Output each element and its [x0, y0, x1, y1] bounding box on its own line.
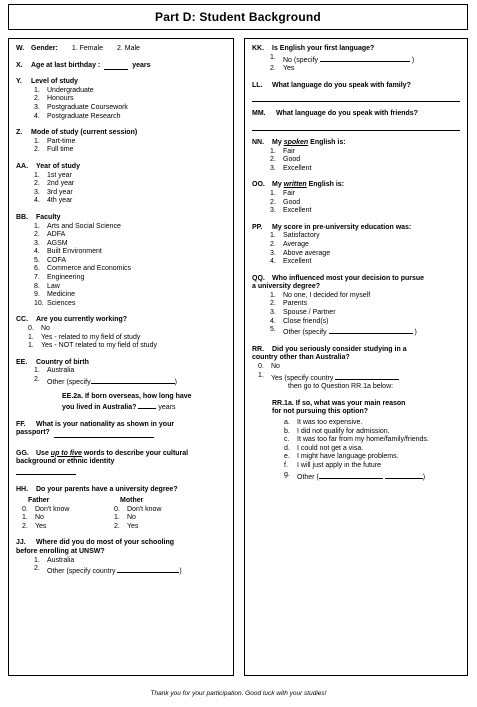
question-label: MM.	[252, 110, 266, 118]
option-item[interactable]	[34, 283, 226, 292]
option-number: 1.	[114, 514, 120, 522]
option-item[interactable]	[34, 274, 226, 283]
option-label: Parents	[283, 300, 308, 308]
option-number: 1.	[34, 222, 40, 230]
option-label: I will just apply in the future	[297, 461, 382, 469]
options-list	[270, 148, 460, 174]
option-item[interactable]	[34, 113, 226, 122]
option-label: I might have language problems.	[297, 453, 399, 461]
option-item[interactable]	[270, 156, 460, 165]
option-number: 1.	[270, 189, 276, 197]
question-text: Did you seriously consider studying in a	[272, 345, 407, 353]
option-number: 1.	[270, 232, 276, 240]
option-number: e.	[284, 453, 290, 461]
option-number: 2.	[34, 146, 40, 154]
question-text: Is English your first language?	[272, 45, 375, 52]
question-label: LL.	[252, 81, 263, 89]
option-item[interactable]: g. Other ( )	[284, 470, 426, 481]
option-item[interactable]	[34, 180, 226, 189]
option-label: Undergraduate	[47, 86, 94, 94]
option-number: b.	[284, 427, 290, 435]
question-label: JJ.	[16, 539, 26, 547]
question-x	[16, 62, 226, 71]
option-number: 1.	[34, 171, 40, 179]
option-label: Yes - NOT related to my field of study	[41, 342, 157, 350]
option-number: 1.	[28, 333, 34, 341]
option-item[interactable]	[270, 300, 460, 309]
question-label: HH.	[16, 486, 29, 494]
question-label: BB.	[16, 213, 29, 221]
option-item[interactable]	[34, 248, 226, 257]
option-number: 4.	[270, 258, 276, 266]
option-item[interactable]	[34, 223, 226, 232]
question-label: QQ.	[252, 274, 265, 282]
option-number: 8.	[34, 282, 40, 290]
option-item[interactable]	[270, 165, 460, 174]
question-y	[16, 78, 226, 121]
option-item[interactable]	[28, 342, 226, 351]
specify-line-2[interactable]	[385, 471, 423, 479]
option-label: Don't know	[127, 505, 162, 513]
option-label: Excellent	[283, 207, 312, 215]
option-number: 3.	[270, 309, 276, 317]
option-number: 4.	[270, 317, 276, 325]
options-list	[34, 223, 226, 309]
option-number: 3.	[270, 164, 276, 172]
option-number: 4.	[34, 197, 40, 205]
option-item[interactable]	[22, 514, 114, 523]
option-number: 0.	[22, 505, 28, 513]
option-item[interactable]	[22, 506, 114, 515]
option-label: Fair	[283, 189, 296, 197]
option-item[interactable]	[34, 95, 226, 104]
father-heading: Father	[28, 496, 50, 504]
subquestion-ee2a: EE.2a. If born overseas, how long have you lived in Australia? years	[62, 392, 192, 412]
option-number: 2.	[34, 231, 40, 239]
option-item[interactable]	[34, 87, 226, 96]
question-w	[16, 45, 226, 54]
option-number: 5.	[34, 256, 40, 264]
option-item[interactable]	[34, 257, 226, 266]
question-nn: NN. My spoken English is: 1. Fair 2. Good 3. Excellent	[252, 139, 460, 173]
question-aa	[16, 163, 226, 206]
question-label: Z.	[16, 129, 23, 137]
question-text: Country of birth	[36, 358, 89, 366]
question-text: Gender:	[31, 45, 58, 52]
option-label: 3rd year	[47, 188, 73, 196]
option-label: Average	[283, 240, 309, 248]
option-label: Honours	[47, 95, 74, 103]
option-number: 2.	[270, 198, 276, 206]
option-item[interactable]	[270, 199, 460, 208]
option-item[interactable]	[284, 445, 460, 454]
question-kk	[252, 45, 460, 74]
option-number: 6.	[34, 265, 40, 273]
option-label: 4th year	[47, 197, 73, 205]
option-number: 1.	[22, 514, 28, 522]
option-item[interactable]	[34, 265, 226, 274]
mother-heading: Mother	[120, 496, 144, 504]
option-item[interactable]	[34, 172, 226, 181]
option-number: 0.	[114, 505, 120, 513]
question-ll	[252, 82, 460, 103]
option-item[interactable]: 5. Other (specify )	[270, 326, 417, 337]
option-item[interactable]	[270, 318, 460, 327]
option-item[interactable]	[22, 523, 114, 532]
option-label: It was too expensive.	[297, 419, 363, 426]
option-label: No one, I decided for myself	[283, 291, 371, 299]
question-rr: RR. Did you seriously consider studying in a country other than Australia? 0. No 1. Yes (specify country then go to Question RR.1a below: RR.1a. If so, what was your main reason for not pursuing this option? a. It was too expensive. b. I did not qualify for admission. c. It was too far from my home/family/friends. d. I could not get a visa. e. I might have language problems. f. I will just apply in the future g. Other ( )	[252, 346, 460, 482]
option-item[interactable]	[34, 138, 226, 147]
option-number: d.	[284, 444, 290, 452]
option-number: 3.	[34, 239, 40, 247]
question-jj: JJ. Where did you do most of your schooling before enrolling at UNSW? 1. Australia 2. Other (specify country )	[16, 539, 226, 576]
question-label: GG.	[16, 449, 29, 457]
option-number: 10.	[34, 299, 44, 307]
option-item[interactable]	[270, 190, 460, 199]
question-label: EE.	[16, 358, 28, 366]
friends-language-input-line[interactable]	[252, 121, 460, 131]
specify-line[interactable]	[117, 565, 179, 573]
option-number: f.	[284, 461, 288, 469]
question-cc	[16, 316, 226, 350]
option-number: 1.	[270, 291, 276, 299]
question-text: Who influenced most your decision to pursue	[272, 274, 425, 282]
option-number: 2.	[270, 300, 276, 308]
option-item[interactable]	[34, 291, 226, 300]
question-ff: FF. What is your nationality as shown in your passport?	[16, 420, 175, 437]
option-item[interactable]: 1. No (specify )	[270, 53, 415, 64]
option-item[interactable]	[34, 189, 226, 198]
option-label: I did not qualify for admission.	[297, 427, 390, 435]
option-number: 4.	[34, 112, 40, 120]
option-label: It was too far from my home/family/friends.	[297, 436, 429, 444]
options-list	[34, 172, 226, 206]
footer-note: Thank you for your participation. Good luck with your studies!	[150, 690, 327, 697]
option-item[interactable]	[270, 250, 460, 259]
option-label: Good	[283, 198, 301, 206]
option-item[interactable]	[34, 146, 226, 155]
options-list	[270, 190, 460, 216]
option-label: Built Environment	[47, 248, 102, 256]
option-number: 1.	[28, 342, 34, 350]
question-qq: QQ. Who influenced most your decision to pursue a university degree? 1. No one, I decided for myself 2. Parents 3. Spouse / Partner 4. Close friend(s) 5. Other (specify )	[252, 275, 460, 338]
option-item[interactable]	[34, 197, 226, 206]
option-item[interactable]: 2. Yes	[270, 65, 295, 73]
option-item[interactable]	[270, 148, 460, 157]
question-label: Y.	[16, 78, 22, 86]
question-text: Level of study	[31, 78, 79, 86]
options-list	[34, 138, 226, 155]
option-number: 3.	[34, 103, 40, 111]
option-label: No	[35, 514, 44, 522]
option-label: Postgraduate Coursework	[47, 103, 128, 111]
option-number: a.	[284, 419, 290, 426]
specify-line[interactable]	[335, 372, 399, 380]
option-label: Don't know	[35, 505, 70, 513]
option-item[interactable]: 2. Other (specify )	[34, 376, 177, 386]
question-text: My score in pre-university education was:	[272, 223, 412, 231]
option-label: No	[127, 514, 136, 522]
option-label: Full time	[47, 146, 74, 154]
options-list	[270, 292, 460, 326]
option-label: No	[41, 325, 50, 333]
option-label: Yes	[35, 522, 47, 530]
gender-option-male[interactable]: 2. Male	[116, 45, 140, 52]
option-label: Postgraduate Research	[47, 112, 121, 120]
option-label: Sciences	[47, 299, 76, 307]
options-list	[34, 87, 226, 121]
option-number: 1.	[270, 147, 276, 155]
option-item[interactable]	[34, 300, 226, 309]
option-label: Spouse / Partner	[283, 309, 336, 317]
option-item[interactable]	[34, 104, 226, 113]
option-label: Excellent	[283, 164, 312, 172]
option-label: AGSM	[47, 239, 68, 247]
question-text: Age at last birthday :	[31, 61, 101, 69]
option-number: 2.	[270, 156, 276, 164]
nationality-input-line[interactable]	[54, 430, 154, 438]
option-label: Commerce and Economics	[47, 265, 132, 273]
option-number: 7.	[34, 274, 40, 282]
question-label: W.	[16, 45, 25, 52]
right-column	[244, 38, 468, 676]
option-item[interactable]: 2. Other (specify country )	[34, 565, 182, 576]
option-item[interactable]	[28, 325, 226, 334]
option-number: 2.	[114, 522, 120, 530]
question-ee	[16, 359, 226, 413]
options-list	[284, 419, 460, 471]
option-label: COFA	[47, 256, 67, 264]
option-label: 1st year	[47, 171, 72, 179]
option-number: 9.	[34, 291, 40, 299]
option-number: 3.	[34, 188, 40, 196]
option-number: 2.	[34, 95, 40, 103]
option-item[interactable]: 0. No	[258, 363, 280, 371]
specify-line[interactable]	[319, 471, 383, 479]
question-text: What language do you speak with friends?	[276, 110, 418, 118]
question-text: Mode of study (current session)	[31, 129, 138, 137]
mother-options	[114, 506, 206, 532]
option-label: Law	[47, 282, 60, 290]
question-text: What is your nationality as shown in your	[36, 420, 175, 428]
question-label: RR.	[252, 345, 265, 353]
question-text: Faculty	[36, 213, 61, 221]
option-number: c.	[284, 436, 290, 444]
option-number: 0.	[28, 325, 34, 333]
option-label: Close friend(s)	[283, 317, 329, 325]
question-label: CC.	[16, 316, 29, 324]
left-column	[8, 38, 234, 676]
ethnicity-input-line[interactable]	[16, 467, 76, 475]
age-suffix: years	[132, 61, 151, 69]
option-number: 2.	[270, 240, 276, 248]
question-mm	[252, 110, 460, 131]
option-item[interactable]	[270, 241, 460, 250]
options-list	[270, 232, 460, 266]
question-label: FF.	[16, 420, 26, 428]
age-input-line[interactable]	[104, 62, 128, 70]
question-gg: GG. Use up to five words to describe your cultural background or ethnic identity	[16, 450, 226, 479]
option-label: 2nd year	[47, 180, 75, 188]
question-text: Are you currently working?	[36, 316, 128, 324]
father-options	[22, 506, 114, 532]
options-list	[28, 325, 226, 351]
question-label: PP.	[252, 223, 263, 231]
option-item[interactable]	[114, 514, 206, 523]
subquestion-rr1a: RR.1a. If so, what was your main reason for not pursuing this option? a. It was too expensive. b. I did not qualify for admission. c. It was too far from my home/family/friends. d. I could not get a visa. e. I might have language problems. f. I will just apply in the future g. Other ( )	[272, 400, 460, 482]
option-number: 2.	[22, 522, 28, 530]
option-item[interactable]: 1. Australia	[34, 556, 75, 564]
option-label: Above average	[283, 249, 331, 257]
option-label: Excellent	[283, 258, 312, 266]
option-number: 1.	[34, 137, 40, 145]
option-label: Good	[283, 156, 301, 164]
option-number: 4.	[34, 248, 40, 256]
option-label: Satisfactory	[283, 232, 320, 240]
option-item[interactable]	[284, 419, 460, 428]
question-label: AA.	[16, 162, 29, 170]
question-pp	[252, 224, 460, 267]
option-label: Medicine	[47, 291, 76, 299]
gender-option-female[interactable]: 1. Female	[71, 45, 103, 52]
question-label: X.	[16, 61, 23, 69]
question-text: What language do you speak with family?	[272, 81, 411, 89]
question-text: Year of study	[36, 162, 80, 170]
family-language-input-line[interactable]	[252, 92, 460, 102]
option-item[interactable]	[270, 309, 460, 318]
question-text: Where did you do most of your schooling	[36, 539, 175, 547]
question-bb	[16, 214, 226, 309]
question-label: NN.	[252, 138, 265, 146]
option-item[interactable]	[284, 428, 460, 437]
question-z	[16, 129, 226, 155]
option-item[interactable]	[270, 207, 460, 216]
specify-line[interactable]	[91, 376, 175, 384]
question-label: OO.	[252, 181, 265, 189]
question-hh	[16, 486, 226, 531]
question-oo: OO. My written English is: 1. Fair 2. Good 3. Excellent	[252, 181, 460, 215]
option-item[interactable]	[284, 436, 460, 445]
option-item[interactable]	[114, 523, 206, 532]
option-item[interactable]	[34, 231, 226, 240]
option-label: ADFA	[47, 231, 66, 239]
option-label: Arts and Social Science	[47, 222, 121, 230]
question-label: KK.	[252, 45, 265, 52]
option-label: Engineering	[47, 274, 85, 282]
option-item[interactable]	[114, 506, 206, 515]
option-label: Part-time	[47, 137, 76, 145]
option-item[interactable]	[284, 453, 460, 462]
option-item[interactable]	[34, 240, 226, 249]
option-label: Fair	[283, 147, 296, 155]
option-item[interactable]	[270, 232, 460, 241]
specify-line[interactable]	[320, 54, 410, 62]
option-item[interactable]	[28, 334, 226, 343]
option-number: 3.	[270, 249, 276, 257]
option-item[interactable]	[284, 462, 460, 471]
option-label: I could not get a visa.	[297, 444, 364, 452]
option-item[interactable]: 1. Australia	[34, 367, 75, 375]
option-label: Yes - related to my field of study	[41, 333, 141, 341]
question-text: Do your parents have a university degree?	[36, 486, 178, 494]
option-item[interactable]	[270, 258, 460, 267]
option-label: Yes	[127, 522, 139, 530]
option-item[interactable]: 1. Yes (specify country	[258, 372, 460, 384]
option-number: 1.	[34, 86, 40, 94]
years-input-line[interactable]	[138, 401, 156, 409]
option-number: 2.	[34, 180, 40, 188]
option-number: 3.	[270, 207, 276, 215]
page-title: Part D: Student Background	[8, 4, 468, 30]
specify-line[interactable]	[329, 326, 413, 334]
option-item[interactable]	[270, 292, 460, 301]
